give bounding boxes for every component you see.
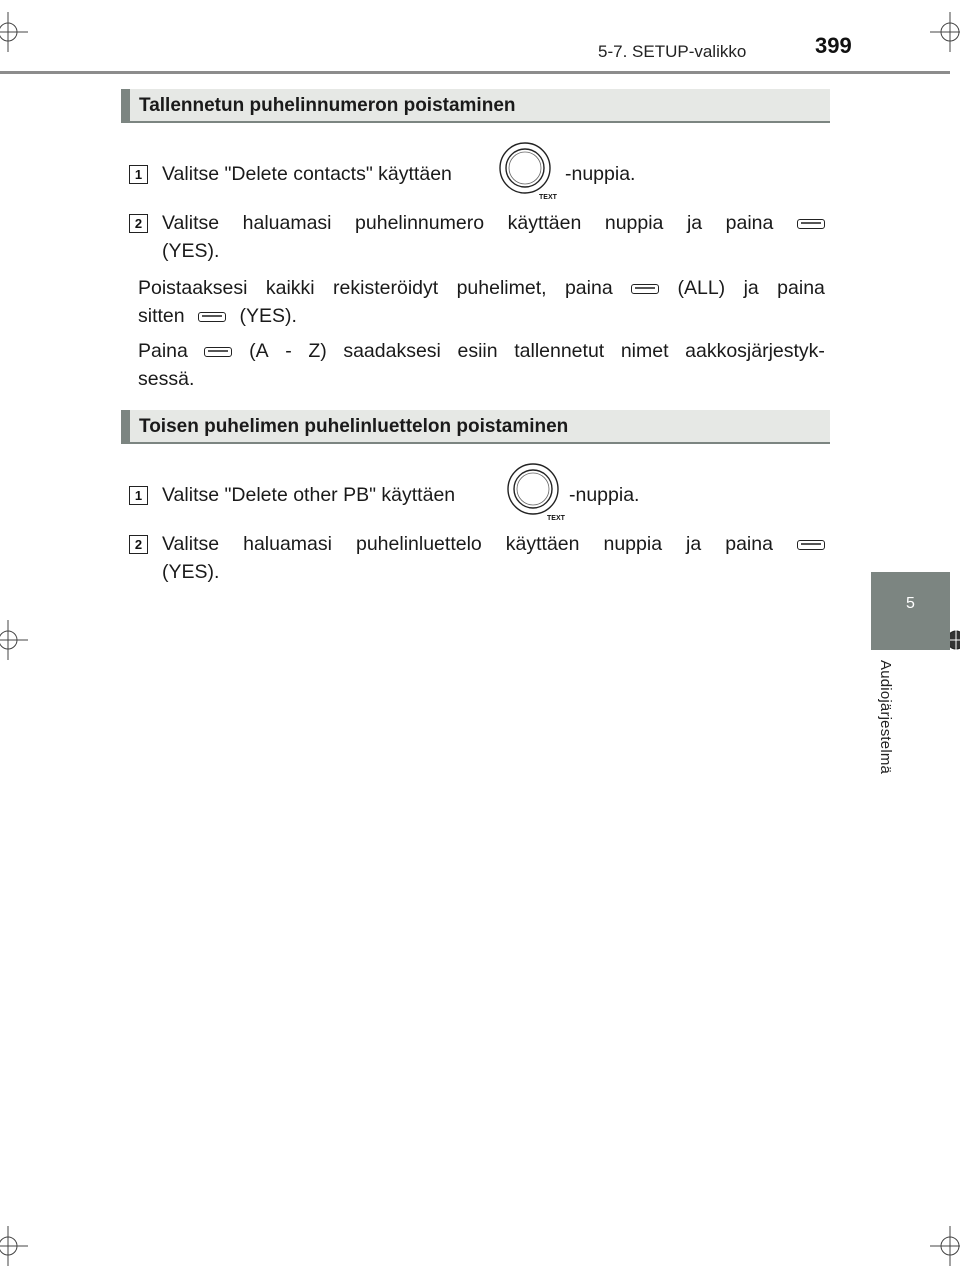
word: Z)	[308, 340, 327, 362]
word: haluamasi	[243, 533, 332, 555]
word: Poistaaksesi	[138, 277, 248, 299]
word: paina	[725, 212, 774, 234]
word: käyttäen	[505, 533, 580, 555]
word: nimet	[620, 340, 669, 362]
step-badge: 1	[129, 165, 148, 184]
note-text: sessä.	[138, 368, 195, 390]
step-text: Valitse "Delete other PB" käyttäen	[162, 484, 456, 506]
word: puhelinluettelo	[355, 533, 482, 555]
word: Valitse	[162, 533, 220, 555]
word: ja	[743, 277, 759, 299]
preset-button-icon	[198, 312, 226, 322]
step-text: (YES).	[162, 561, 220, 583]
registration-mark-icon	[0, 1226, 28, 1266]
step-text: -nuppia.	[569, 484, 640, 506]
word: (A	[249, 340, 269, 362]
step-text: (YES).	[162, 240, 220, 262]
tune-knob-icon	[496, 140, 558, 202]
step-text-line	[162, 533, 825, 556]
chapter-tab	[871, 572, 950, 650]
preset-button-icon	[204, 347, 232, 357]
page-number: 399	[815, 33, 852, 58]
word: esiin	[457, 340, 498, 362]
header-divider	[0, 71, 950, 74]
word: tallennetut	[514, 340, 605, 362]
word: nuppia	[604, 212, 664, 234]
section-heading	[121, 89, 830, 123]
word: Paina	[138, 340, 188, 362]
word: Valitse	[162, 212, 220, 234]
step-text: Valitse "Delete contacts" käyttäen	[162, 163, 452, 185]
step-text: -nuppia.	[565, 163, 636, 185]
registration-mark-icon	[0, 620, 28, 660]
word: puhelimet,	[456, 277, 547, 299]
preset-button-icon	[797, 219, 825, 229]
word: paina	[725, 533, 773, 555]
step-badge: 2	[129, 535, 148, 554]
note-text-line	[138, 340, 825, 363]
word: (ALL)	[677, 277, 726, 299]
registration-mark-icon	[930, 12, 960, 52]
chapter-title: Audiojärjestelmä	[877, 660, 894, 775]
section-heading	[121, 410, 830, 444]
word: puhelinnumero	[355, 212, 485, 234]
word: nuppia	[603, 533, 663, 555]
step-badge: 1	[129, 486, 148, 505]
word: sitten	[138, 305, 185, 327]
word: aakkosjärjestyk-	[685, 340, 825, 362]
step-badge: 2	[129, 214, 148, 233]
word: haluamasi	[242, 212, 332, 234]
note-text	[138, 305, 297, 328]
knob-label: TEXT	[547, 515, 565, 522]
chapter-number: 5	[906, 595, 915, 612]
section-title: Toisen puhelimen puhelinluettelon poistaminen	[139, 416, 569, 437]
word: ja	[686, 212, 703, 234]
tune-knob-icon	[504, 461, 566, 523]
knob-label: TEXT	[539, 194, 557, 201]
note-text-line	[138, 277, 825, 300]
word: paina	[777, 277, 825, 299]
word: rekisteröidyt	[333, 277, 439, 299]
step-text-line	[162, 212, 825, 235]
word: ja	[686, 533, 702, 555]
registration-mark-icon	[930, 1226, 960, 1266]
word: kaikki	[265, 277, 315, 299]
word: käyttäen	[507, 212, 582, 234]
preset-button-icon	[797, 540, 825, 550]
section-reference: 5-7. SETUP-valikko	[598, 42, 747, 61]
preset-button-icon	[631, 284, 659, 294]
word: saadaksesi	[343, 340, 441, 362]
section-title: Tallennetun puhelinnumeron poistaminen	[139, 95, 516, 116]
word: (YES).	[239, 305, 297, 327]
word: -	[285, 340, 292, 362]
registration-mark-icon	[0, 12, 28, 52]
word: paina	[564, 277, 613, 299]
